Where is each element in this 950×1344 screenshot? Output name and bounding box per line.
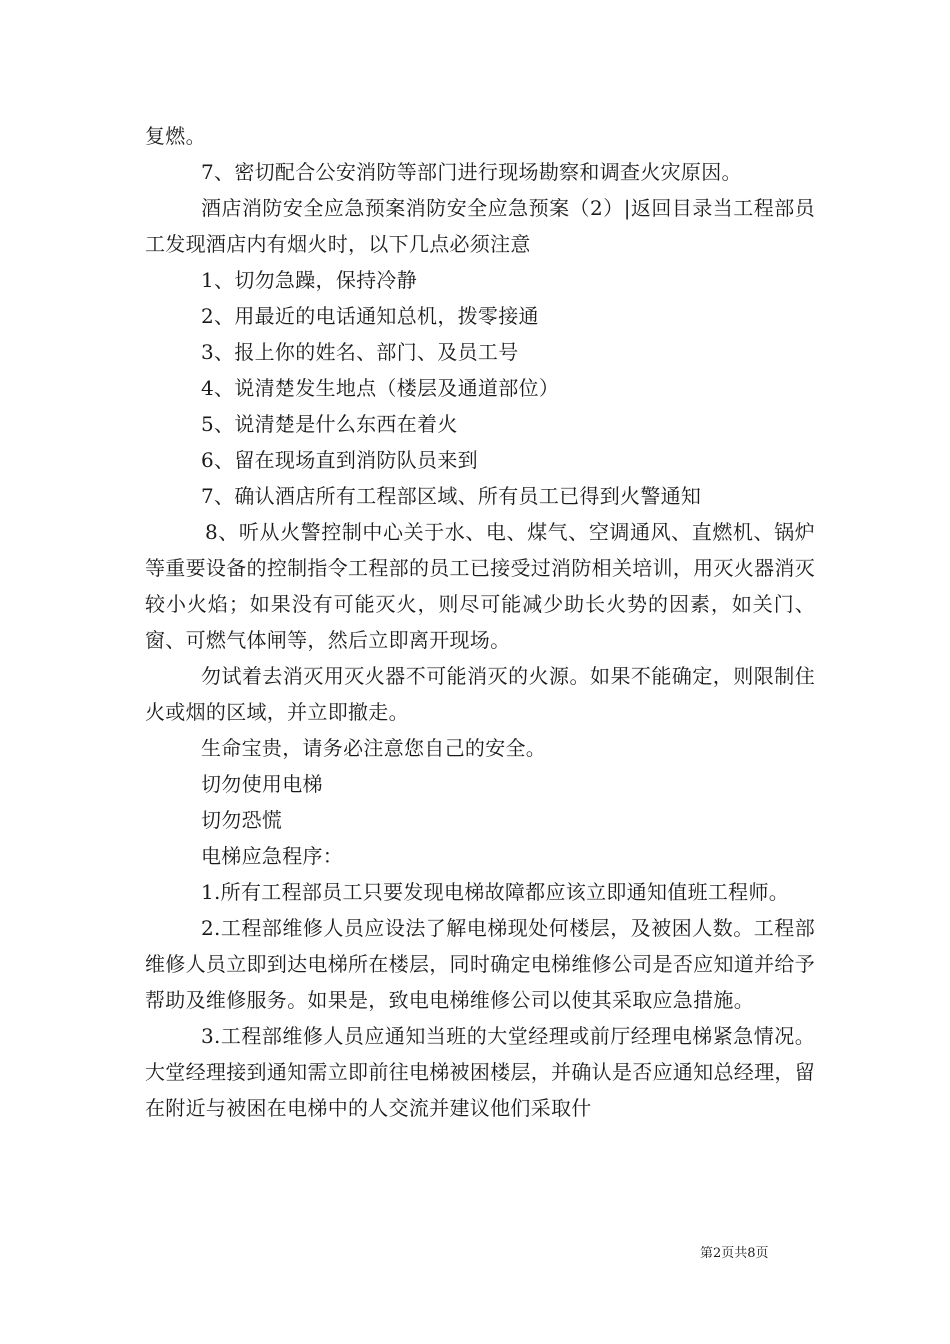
document-body (145, 118, 815, 1126)
paragraph-warning: 勿试着去消灭用灭火器不可能消灭的火源。如果不能确定，则限制住火或烟的区域，并立即撤走。 (145, 664, 815, 724)
list-item: 1.所有工程部员工只要发现电梯故障都应该立即通知值班工程师。 (201, 880, 790, 904)
paragraph-elevator-heading: 电梯应急程序： (201, 844, 344, 868)
paragraph-item-7-cooperate: 7、密切配合公安消防等部门进行现场勘察和调查火灾原因。 (201, 160, 742, 184)
page-number-footer: 第2页共8页 (700, 1246, 769, 1261)
list-item: 8、听从火警控制中心关于水、电、煤气、空调通风、直燃机、锅炉等重要设备的控制指令工程部的员工已接受过消防相关培训，用灭火器消灭较小火焰；如果没有可能灭火，则尽可能减少助长火势的因素，如关门、窗、可燃气体闸等，然后立即离开现场。 (145, 520, 815, 652)
paragraph-no-panic: 切勿恐慌 (201, 808, 283, 832)
list-item: 2.工程部维修人员应设法了解电梯现处何楼层，及被困人数。工程部维修人员立即到达电梯所在楼层，同时确定电梯维修公司是否应知道并给予帮助及维修服务。如果是，致电电梯维修公司以使其采取应急措施。 (145, 916, 815, 1012)
list-item: 1、切勿急躁，保持冷静 (201, 268, 418, 292)
list-item: 5、说清楚是什么东西在着火 (201, 412, 458, 436)
list-item: 2、用最近的电话通知总机，拨零接通 (201, 304, 539, 328)
paragraph-continuation: 复燃。 (145, 124, 206, 148)
list-item: 6、留在现场直到消防队员来到 (201, 448, 478, 472)
paragraph-section-heading: 酒店消防安全应急预案消防安全应急预案（2）|返回目录当工程部员工发现酒店内有烟火时，以下几点必须注意 (145, 196, 815, 256)
list-item: 3.工程部维修人员应通知当班的大堂经理或前厅经理电梯紧急情况。大堂经理接到通知需立即前往电梯被困楼层，并确认是否应通知总经理，留在附近与被困在电梯中的人交流并建议他们采取什 (145, 1024, 815, 1120)
list-item: 7、确认酒店所有工程部区域、所有员工已得到火警通知 (201, 484, 702, 508)
paragraph-no-elevator: 切勿使用电梯 (201, 772, 323, 796)
list-item: 4、说清楚发生地点（楼层及通道部位） (201, 376, 560, 400)
paragraph-safety-note: 生命宝贵，请务必注意您自己的安全。 (201, 736, 547, 760)
list-item: 3、报上你的姓名、部门、及员工号 (201, 340, 519, 364)
